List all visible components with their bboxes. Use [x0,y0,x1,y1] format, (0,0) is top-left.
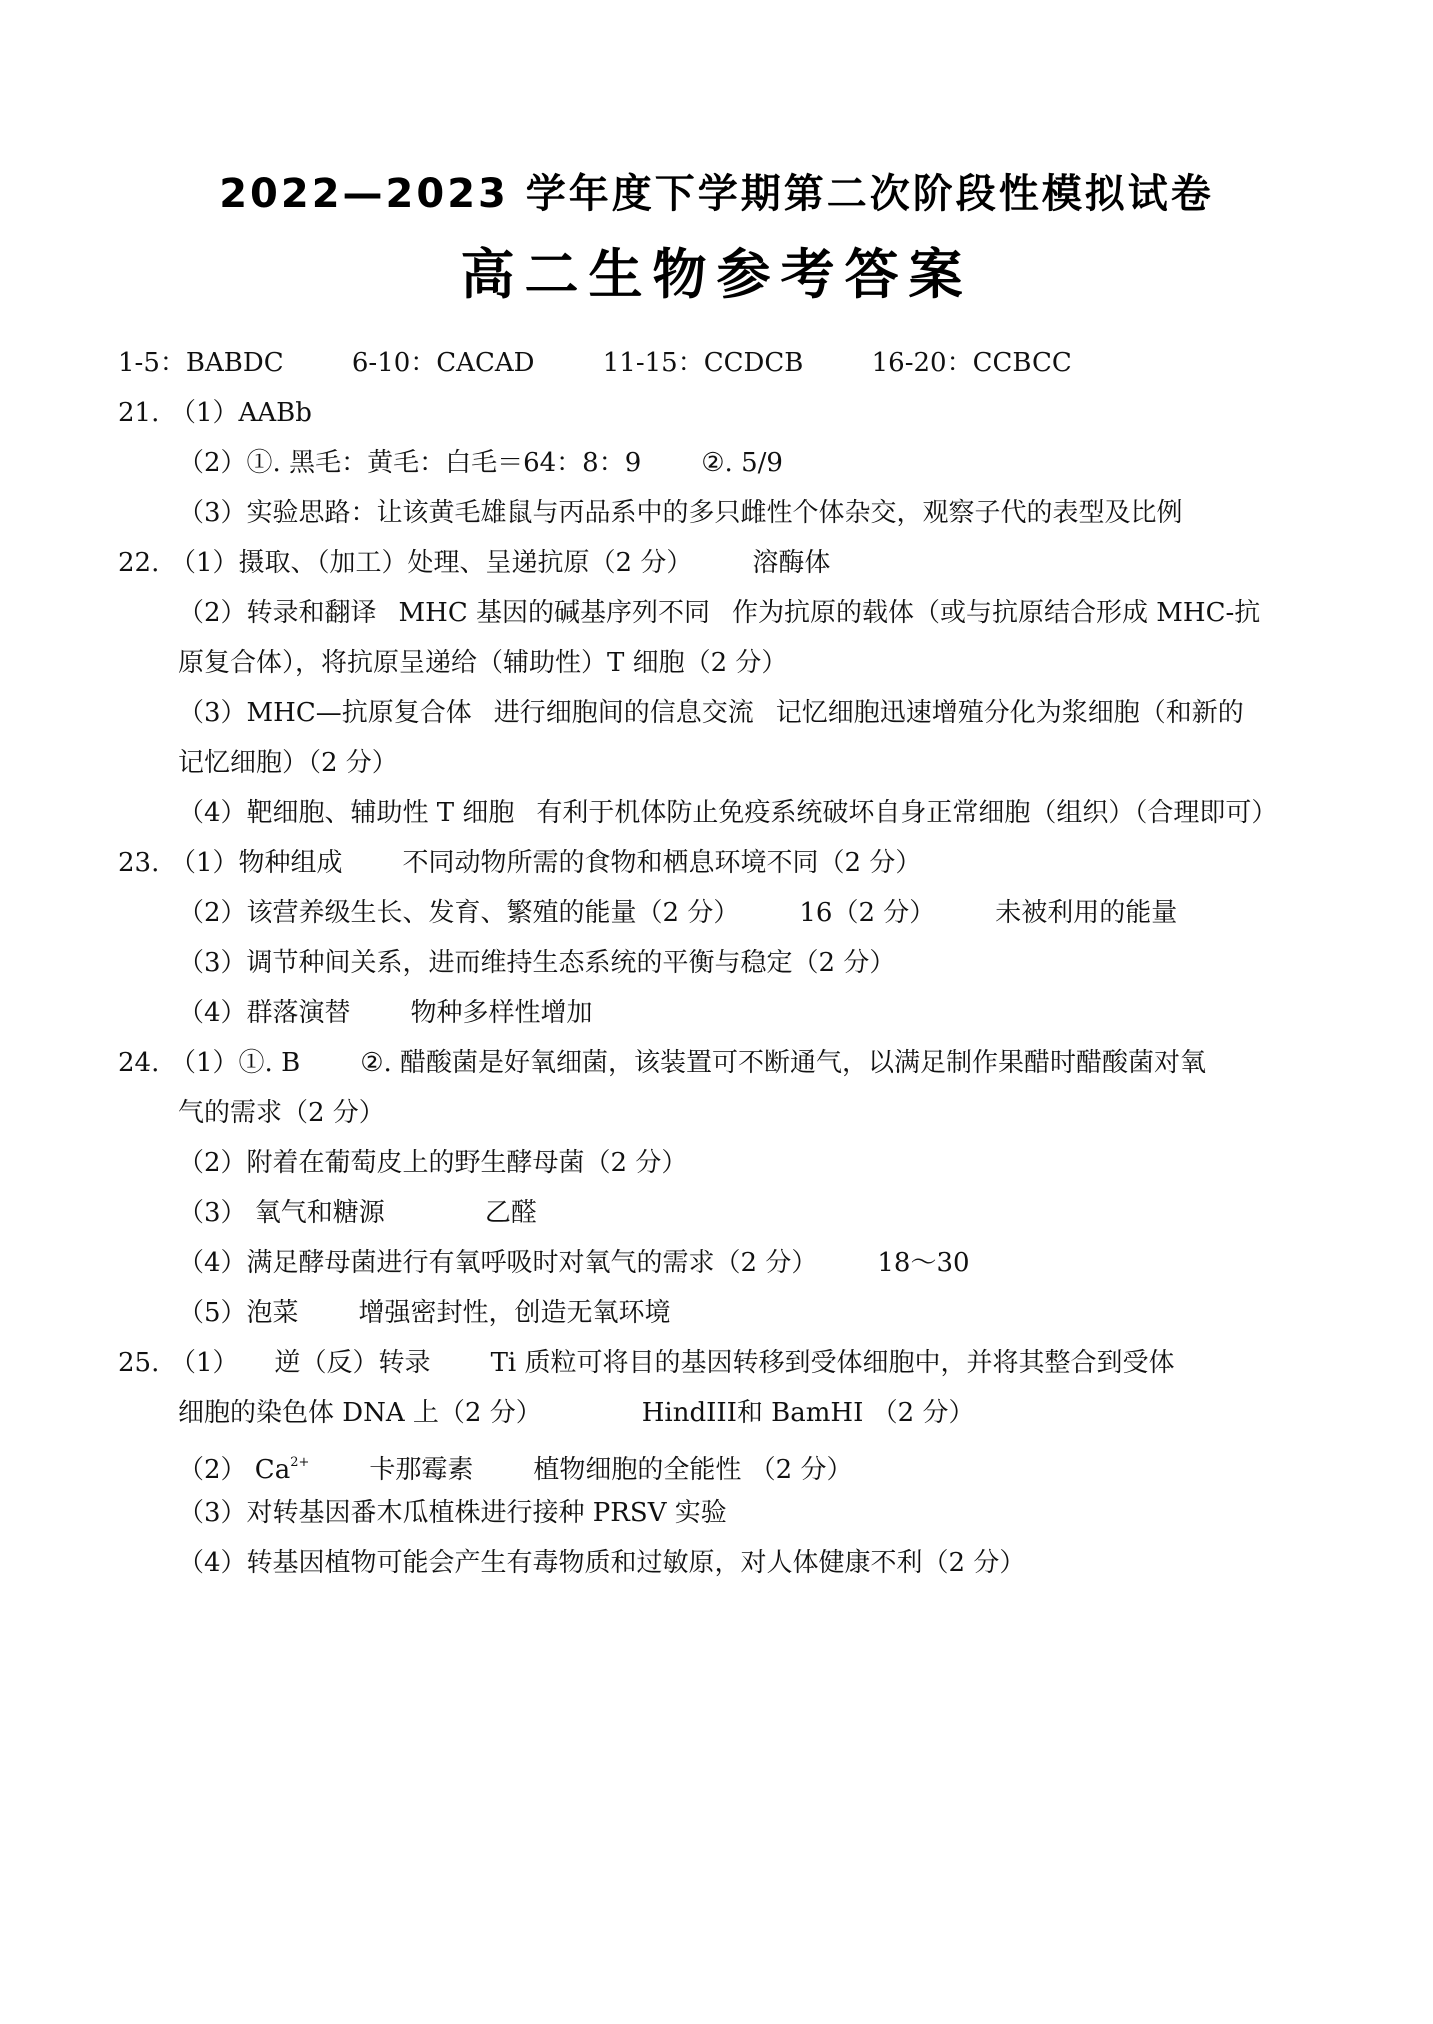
q24-answer-5b: 增强密封性，创造无氧环境 [358,1298,671,1328]
q24-part1-cont [118,1088,1328,1138]
q25-part2 [118,1438,1328,1488]
q25-answer-1b: 逆（反）转录 [274,1348,431,1378]
q23-answer-1b: 不同动物所需的食物和栖息环境不同（2 分） [402,848,922,878]
q23-answer-2b: 16（2 分） [799,898,936,928]
q24-answer-1c: 气的需求（2 分） [178,1098,385,1128]
q23-part2 [118,888,1328,938]
q21-part1 [118,388,1328,438]
calcium-charge-superscript: 2+ [290,1455,310,1470]
q23-answer-4a: （4）群落演替 [178,998,351,1028]
q24-part4 [118,1238,1328,1288]
q21-part3 [118,488,1328,538]
q23-part1 [118,838,1328,888]
q24-answer-4a: （4）满足酵母菌进行有氧呼吸时对氧气的需求（2 分） [178,1248,818,1278]
q23-answer-4b: 物种多样性增加 [410,998,593,1028]
mc-answers [118,338,1328,388]
q25-answer-1d: 细胞的染色体 DNA 上（2 分） [178,1398,542,1428]
q23-number: 23. [118,848,160,878]
q22-part2 [118,588,1328,638]
q24-answer-3b: 乙醛 [484,1198,537,1228]
q21-answer-2b: ②. 5/9 [701,448,783,478]
mc-group-1: 1-5：BABDC [118,348,284,378]
q25-part3 [118,1488,1328,1538]
q25-part1 [118,1338,1328,1388]
q21-answer-1: （1）AABb [170,398,312,428]
mc-group-4: 16-20：CCBCC [871,348,1072,378]
q22-answer-2c: 作为抗原的载体（或与抗原结合形成 MHC-抗 [732,598,1261,628]
q24-part1 [118,1038,1328,1088]
q23-answer-1a: （1）物种组成 [170,848,343,878]
q24-answer-5a: （5）泡菜 [178,1298,299,1328]
q25-answer-2a: （2） Ca [178,1455,291,1485]
q25-answer-4: （4）转基因植物可能会产生有毒物质和过敏原，对人体健康不利（2 分） [178,1548,1026,1578]
q23-answer-3: （3）调节种间关系，进而维持生态系统的平衡与稳定（2 分） [178,948,896,978]
q22-part3 [118,688,1328,738]
exam-title: 2022—2023 学年度下学期第二次阶段性模拟试卷 [219,171,1214,217]
mc-group-3: 11-15：CCDCB [602,348,804,378]
q22-answer-4b: 有利于机体防止免疫系统破坏自身正常细胞（组织）（合理即可） [536,798,1278,828]
q22-part3-cont [118,738,1328,788]
q24-part2 [118,1138,1328,1188]
q21-answer-3: （3）实验思路：让该黄毛雄鼠与丙品系中的多只雌性个体杂交，观察子代的表型及比例 [178,498,1183,528]
q22-part2-cont [118,638,1328,688]
q23-answer-2c: 未被利用的能量 [995,898,1178,928]
q24-part5 [118,1288,1328,1338]
q22-answer-2b: MHC 基因的碱基序列不同 [398,598,711,628]
q24-answer-3a: （3） 氧气和糖源 [178,1198,385,1228]
q24-answer-1b: ②. 醋酸菌是好氧细菌，该装置可不断通气，以满足制作果醋时醋酸菌对氧 [360,1048,1207,1078]
q23-part4 [118,988,1328,1038]
q25-answer-2b: 卡那霉素 [369,1455,474,1485]
q25-part1-cont [118,1388,1328,1438]
q21-number: 21. [118,398,160,428]
q25-answer-1a: （1） [170,1348,239,1378]
q25-answer-1c: Ti 质粒可将目的基因转移到受体细胞中，并将其整合到受体 [490,1348,1175,1378]
mc-group-2: 6-10：CACAD [351,348,535,378]
q22-number: 22. [118,548,160,578]
q22-answer-1a: （1）摄取、（加工）处理、呈递抗原（2 分） [170,548,693,578]
q24-answer-2: （2）附着在葡萄皮上的野生酵母菌（2 分） [178,1148,688,1178]
q23-part3 [118,938,1328,988]
q24-answer-1a: （1）①. B [170,1048,301,1078]
q25-answer-2c: 植物细胞的全能性 （2 分） [533,1455,853,1485]
q22-answer-4a: （4）靶细胞、辅助性 T 细胞 [178,798,515,828]
q24-number: 24. [118,1048,160,1078]
q25-answer-3: （3）对转基因番木瓜植株进行接种 PRSV 实验 [178,1498,727,1528]
q25-answer-1e: HindIII和 BamHI （2 分） [641,1398,975,1428]
answer-content [118,338,1328,1588]
q25-part4 [118,1538,1328,1588]
q22-answer-3a: （3）MHC—抗原复合体 [178,698,472,728]
q22-answer-2a: （2）转录和翻译 [178,598,377,628]
answer-key-heading: 高二生物参考答案 [460,243,973,306]
q21-answer-2a: （2）①. 黑毛：黄毛：白毛＝64：8：9 [178,448,642,478]
q22-answer-3c: 记忆细胞迅速增殖分化为浆细胞（和新的 [775,698,1244,728]
q22-part4 [118,788,1328,838]
q22-answer-3b: 进行细胞间的信息交流 [493,698,754,728]
q24-part3 [118,1188,1328,1238]
q21-part2 [118,438,1328,488]
q25-number: 25. [118,1348,160,1378]
q24-answer-4b: 18～30 [877,1248,970,1278]
q22-part1 [118,538,1328,588]
q22-answer-2d: 原复合体），将抗原呈递给（辅助性）T 细胞（2 分） [178,648,788,678]
q22-answer-1b: 溶酶体 [752,548,831,578]
q23-answer-2a: （2）该营养级生长、发育、繁殖的能量（2 分） [178,898,740,928]
q22-answer-3d: 记忆细胞）（2 分） [178,748,398,778]
